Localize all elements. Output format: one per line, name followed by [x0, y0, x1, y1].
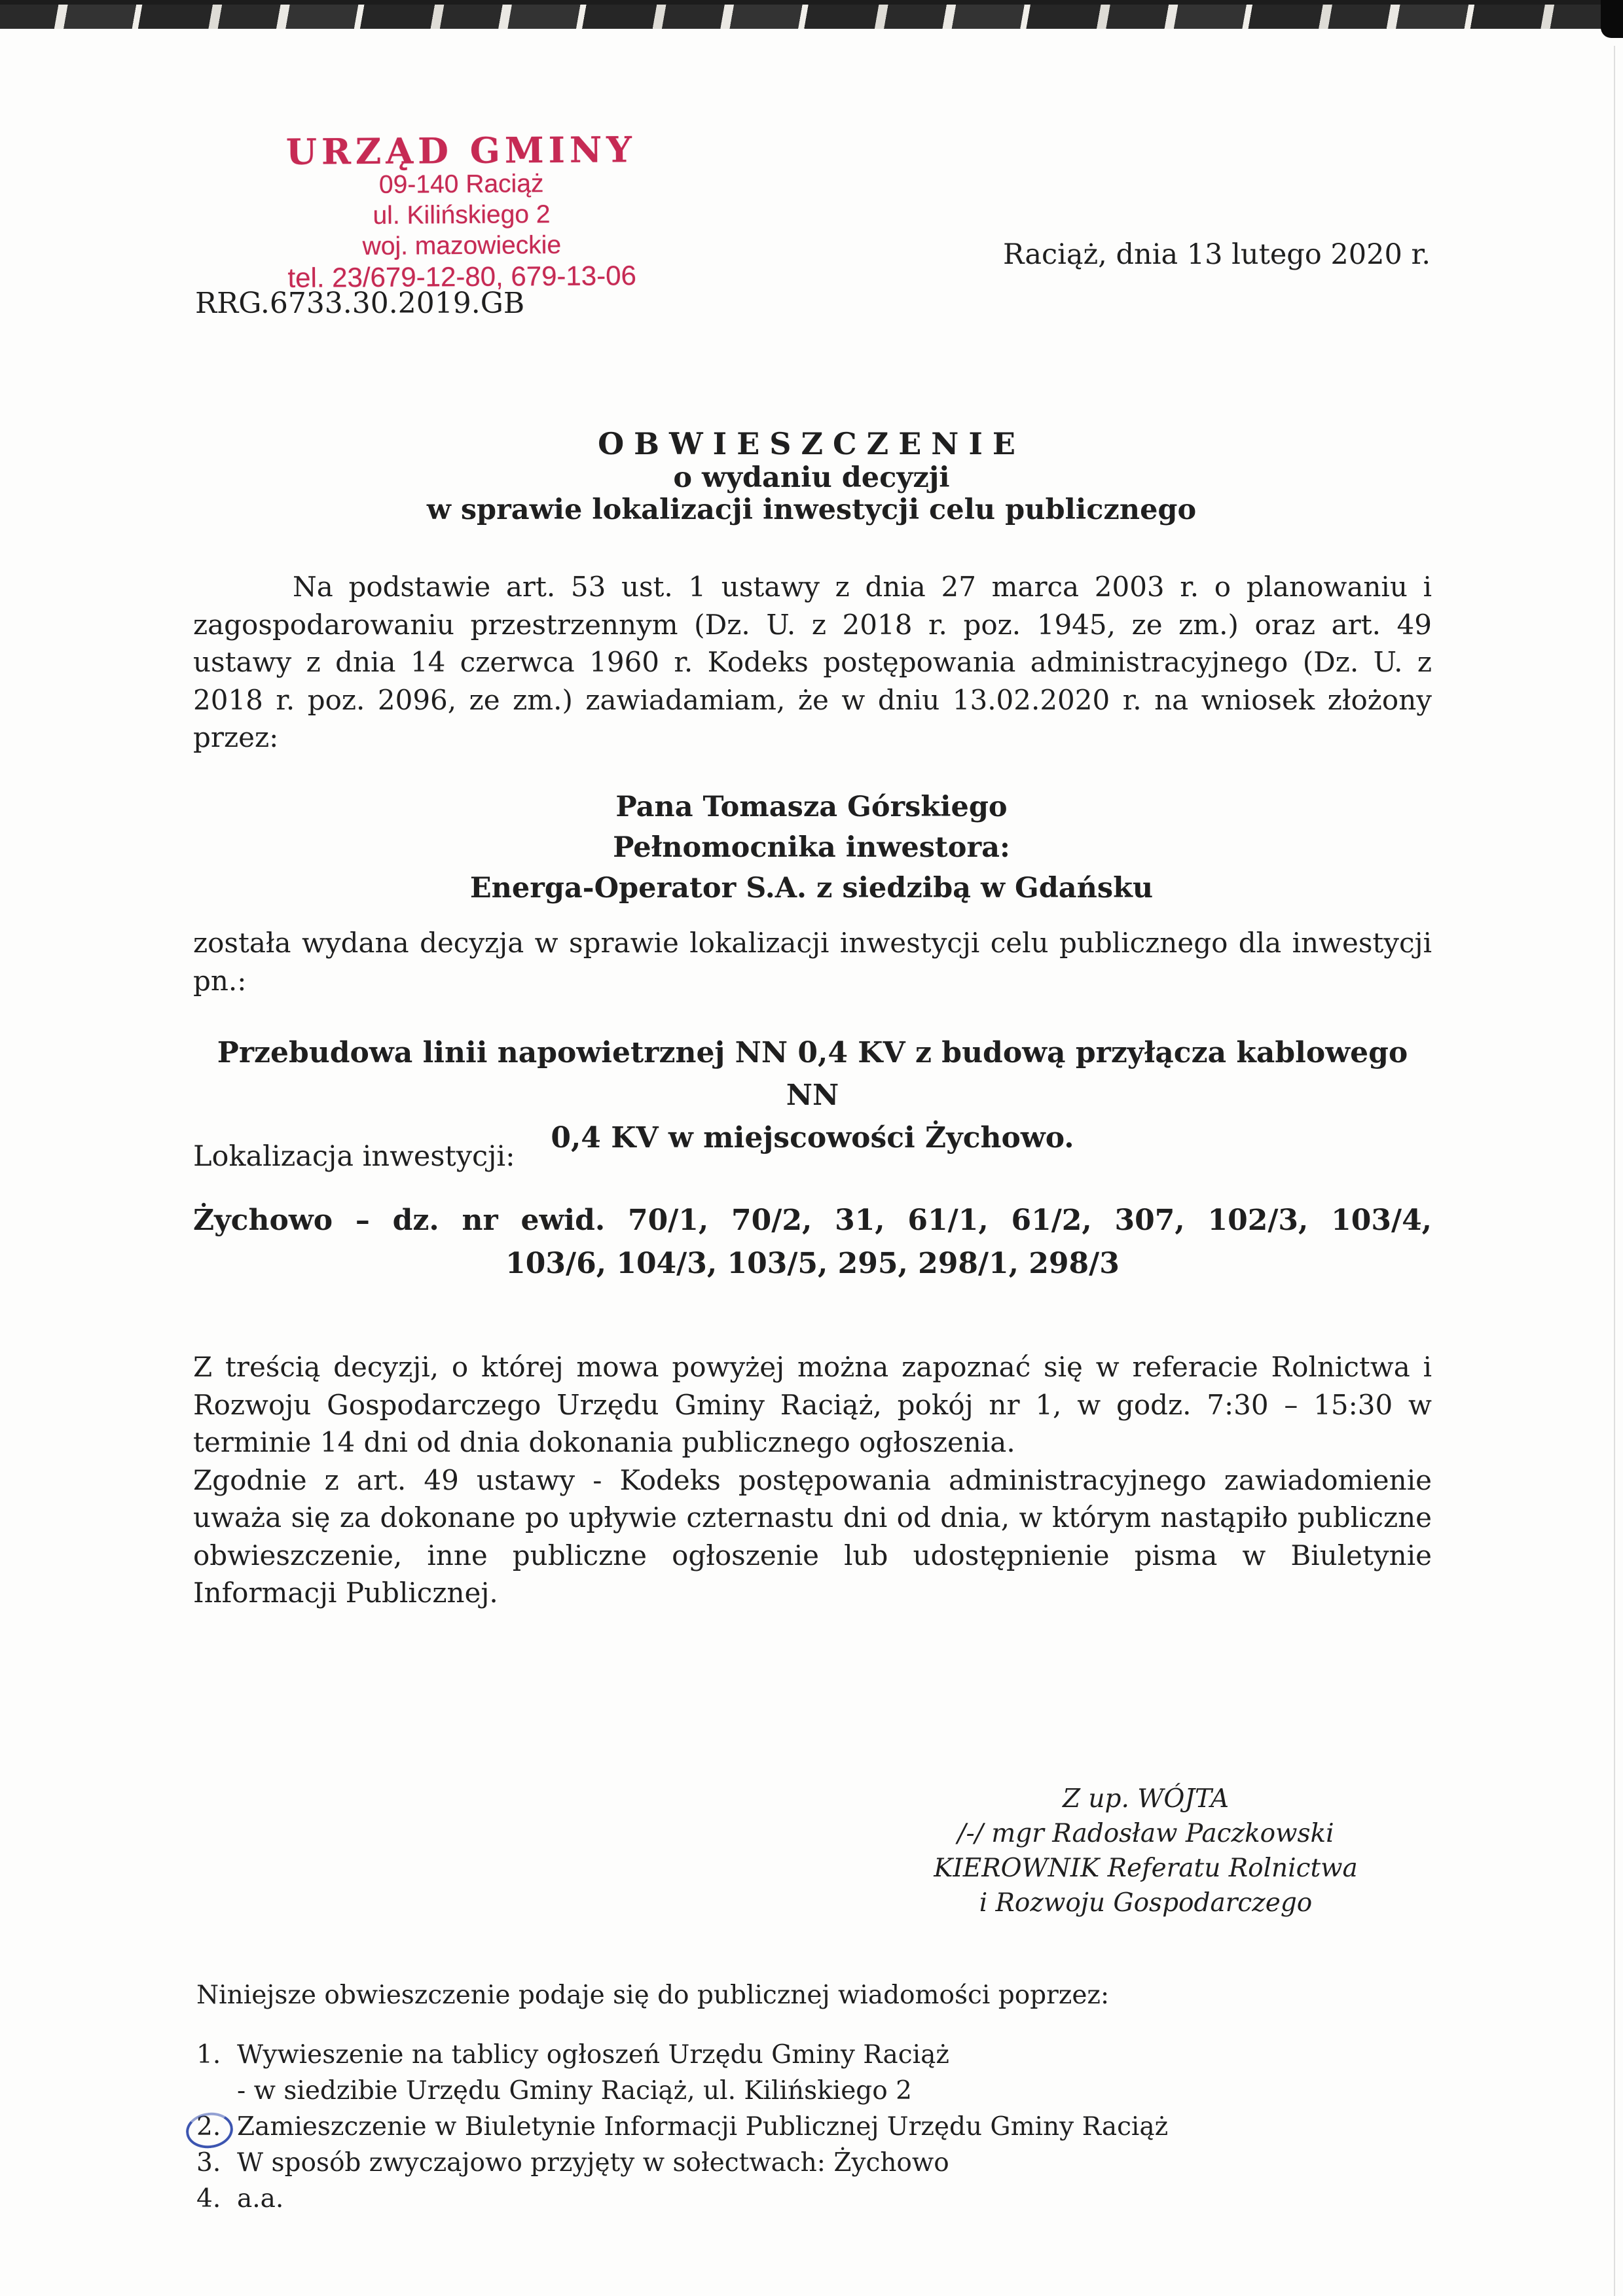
info-paragraph-access: Z treścią decyzji, o której mowa powyżej można zapoznać się w referacie Rolnictwa i Rozwoju Gospodarczego Urzędu Gminy Raciąż, pokój nr 1, w godz. 7:30 – 15:30 w terminie 14 dni od dnia dokonania publicznego ogłoszenia. [193, 1351, 1432, 1458]
decision-paragraph-container [193, 924, 1432, 999]
decision-paragraph: została wydana decyzja w sprawie lokalizacji inwestycji celu publicznego dla inwestycji pn.: [193, 927, 1432, 997]
list-item-subline [196, 2073, 1168, 2109]
applicant-company: Energa-Operator S.A. z siedzibą w Gdańsku [469, 872, 1154, 905]
list-item-number: 3. [196, 2148, 221, 2178]
list-item-sub-text: - w siedzibie Urzędu Gminy Raciąż, ul. Kilińskiego 2 [237, 2076, 912, 2106]
list-item-number-circled [196, 2109, 237, 2145]
list-item-number-spacer [196, 2073, 237, 2109]
applicant-role: Pełnomocnika inwestora: [613, 831, 1010, 864]
location-parcels-line1: Żychowo – dz. nr ewid. 70/1, 70/2, 31, 61/1, 61/2, 307, 102/3, 103/4, [193, 1204, 1432, 1237]
location-parcels-line2: 103/6, 104/3, 103/5, 295, 298/1, 298/3 [505, 1247, 1120, 1280]
list-item-number: 1. [196, 2040, 221, 2070]
list-item-number: 2. [196, 2112, 221, 2142]
list-item-text: W sposób zwyczajowo przyjęty w sołectwach: Żychowo [237, 2148, 949, 2178]
scan-artifact-corner-mark [1601, 0, 1623, 38]
stamp-voivodeship: woj. mazowieckie [362, 230, 562, 261]
distribution-list [196, 2037, 1168, 2217]
document-title-sub1: o wydaniu decyzji [673, 461, 950, 494]
info-paragraph-legal: Zgodnie z art. 49 ustawy - Kodeks postępowania administracyjnego zawiadomienie uważa się za dokonane po upływie czternastu dni od dnia, w którym nastąpiło publiczne obwieszczenie, inne publiczne ogłoszenie lub udostępnienie pisma w Biuletynie Informacji Publicznej. [193, 1463, 1432, 1609]
investment-title-line2: 0,4 KV w miejscowości Żychowo. [551, 1121, 1074, 1155]
intro-paragraph-container [193, 568, 1432, 757]
scan-artifact-top-band [0, 0, 1623, 29]
document-title-block [0, 425, 1623, 526]
distribution-intro: Niniejsze obwieszczenie podaje się do publicznej wiadomości poprzez: [196, 1981, 1110, 2010]
list-item-text: Zamieszczenie w Biuletynie Informacji Publicznej Urzędu Gminy Raciąż [237, 2112, 1169, 2142]
signature-block [841, 1782, 1450, 1920]
stamp-street: ul. Kilińskiego 2 [373, 200, 551, 230]
info-paragraphs-container [193, 1348, 1432, 1612]
stamp-office-name: URZĄD GMINY [285, 128, 637, 173]
signature-authority: Z up. WÓJTA [1062, 1784, 1230, 1814]
place-and-date-line: Raciąż, dnia 13 lutego 2020 r. [1003, 238, 1431, 271]
stamp-phone: tel. 23/679-12-80, 679-13-06 [287, 260, 637, 293]
document-title-main: OBWIESZCZENIE [598, 426, 1025, 461]
intro-paragraph: Na podstawie art. 53 ust. 1 ustawy z dnia 27 marca 2003 r. o planowaniu i zagospodarowaniu przestrzennym (Dz. U. z 2018 r. poz. 1945, ze zm.) oraz art. 49 ustawy z dnia 14 czerwca 1960 r. Kodeks postępowania administracyjnego (Dz. U. z 2018 r. poz. 2096, ze zm.) zawiadamiam, że w dniu 13.02.2020 r. na wniosek złożony przez: [193, 571, 1432, 753]
scan-artifact-edge-line [1614, 46, 1615, 2296]
location-parcels-block [193, 1199, 1432, 1285]
list-item-number: 4. [196, 2184, 221, 2214]
signature-name: /-/ mgr Radosław Paczkowski [957, 1819, 1334, 1848]
case-reference-number: RRG.6733.30.2019.GB [195, 287, 525, 320]
list-item-text: a.a. [237, 2184, 284, 2214]
investment-title-line1: Przebudowa linii napowietrznej NN 0,4 KV z budową przyłącza kablowego NN [217, 1036, 1408, 1112]
document-title-sub2: w sprawie lokalizacji inwestycji celu publicznego [426, 493, 1197, 526]
office-ink-stamp [196, 130, 727, 294]
signature-position-line2: i Rozwoju Gospodarczego [979, 1888, 1313, 1918]
list-item [196, 2181, 1168, 2217]
applicant-block [0, 787, 1623, 908]
location-label: Lokalizacja inwestycji: [193, 1140, 515, 1173]
list-item [196, 2109, 1168, 2145]
applicant-name: Pana Tomasza Górskiego [615, 791, 1008, 823]
list-item [196, 2145, 1168, 2181]
list-item-text: Wywieszenie na tablicy ogłoszeń Urzędu Gminy Raciąż [237, 2040, 949, 2070]
list-item [196, 2037, 1168, 2073]
stamp-postal-code: 09-140 Raciąż [378, 170, 544, 199]
signature-position-line1: KIEROWNIK Referatu Rolnictwa [934, 1854, 1358, 1883]
